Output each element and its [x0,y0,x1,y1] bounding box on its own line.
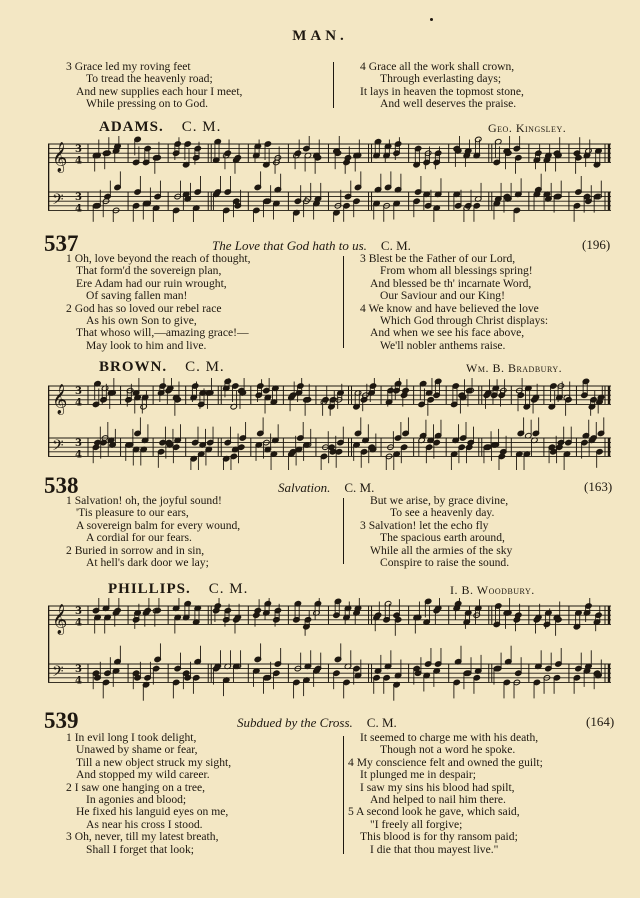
verse-line: And when we see his face above, [370,326,525,340]
verse-line: In agonies and blood; [86,793,187,807]
verse-line: 4 Grace all the work shall crown, [360,60,515,73]
verse-line: To tread the heavenly road; [86,72,213,86]
verse-line: Till a new object struck my sight, [76,755,232,769]
treble-clef-icon: 𝄞 [52,604,68,635]
treble-clef-icon: 𝄞 [52,142,68,173]
treble-clef-icon: 𝄞 [52,384,68,415]
verse-line: It plunged me in despair; [360,768,476,782]
hymn-title: Subdued by the Cross. [237,715,353,730]
verse-line: That whoso will,—amazing grace!— [76,326,249,340]
hymn-number: 537 [44,231,79,256]
verse-line: 2 Buried in sorrow and in sin, [66,543,205,557]
column-divider [343,736,344,854]
hymn-title: Salvation. [278,480,331,495]
verse-line: 3 Oh, never, till my latest breath, [66,830,219,844]
bass-clef-icon: 𝄢 [52,190,64,212]
hymn-539-right [348,731,543,856]
verse-line: The spacious earth around, [380,531,505,545]
tune-header-adams [99,118,221,136]
verse-line: 2 God has so loved our rebel race [66,301,222,315]
printer-dot [430,18,433,21]
running-head: MAN. [292,28,348,44]
hymn-number: 539 [44,708,79,733]
verse-line: Ere Adam had our ruin wrought, [76,276,227,290]
composer: I. B. Woodbury. [450,583,535,597]
verse-line: 4 My conscience felt and owned the guilt; [348,755,543,769]
hymn-number: 538 [44,473,79,498]
tune-name: ADAMS. [99,119,164,135]
verse-line: It lays in heaven the topmost stone, [360,84,524,98]
time-signature: 3 [75,192,82,204]
bass-clef-icon: 𝄢 [52,436,64,458]
bass-clef-icon: 𝄢 [52,662,64,684]
verse-line: And blessed be th' incarnate Word, [370,276,532,290]
hymn-539-left [66,732,231,856]
music-score-phillips [48,598,613,706]
verse-line: 1 Oh, love beyond the reach of thought, [66,252,251,265]
hymn-538-left [66,495,240,569]
hymn-title: The Love that God hath to us. [212,238,367,253]
tune-meter: C. M. [181,119,222,135]
time-signature: 3 [75,386,82,398]
verse-line: And well deserves the praise. [380,97,517,111]
verse-line: Which God through Christ displays: [380,314,549,328]
time-signature: 4 [75,449,82,461]
column-divider [343,256,344,348]
tune-meter: C. M. [185,359,225,375]
hymn-meter: C. M. [344,480,375,495]
composer: Wm. B. Bradbury. [466,361,563,375]
tune-meter: C. M. [208,581,249,597]
hymn-reference: (164) [586,714,615,729]
verse-line: At hell's dark door we lay; [86,556,209,570]
hymn-meter: C. M. [366,715,397,730]
verse-line: Shall I forget that look; [86,842,194,856]
tune-name: BROWN. [99,359,168,375]
time-signature: 4 [75,155,82,167]
verse-line: I saw my sins his blood had spilt, [360,780,515,794]
time-signature: 4 [75,675,82,687]
verse-line: We'll nobler anthems raise. [380,338,506,352]
verse-line: Of saving fallen man! [86,289,188,303]
verse-line: While pressing on to God. [86,97,209,111]
verse-line: And helped to nail him there. [370,793,506,807]
verse-line: 4 We know and have believed the love [360,301,539,315]
time-signature: 3 [75,606,82,618]
verse-line: Through everlasting days; [380,72,502,86]
hymn-heading [278,479,374,497]
verse-line: As near his cross I stood. [86,817,203,831]
tune-header-brown [99,358,225,376]
verse-line: A sovereign balm for every wound, [76,518,241,532]
verse-line: 1 Salvation! oh, the joyful sound! [66,494,222,507]
verse-line: That form'd the sovereign plan, [76,264,222,278]
time-signature: 3 [75,144,82,156]
verse-line: Unawed by shame or fear, [76,743,198,757]
verse-line: 1 In evil long I took delight, [66,731,197,744]
composer: Geo. Kingsley. [488,121,567,135]
verse-line: It seemed to charge me with his death, [360,731,539,744]
column-divider [333,62,334,108]
verse-line: 'Tis pleasure to our ears, [76,506,189,520]
hymn-reference: (196) [582,237,611,252]
time-signature: 4 [75,397,82,409]
verse-line: May look to him and live. [86,338,207,352]
verse-line: I die that thou mayest live." [370,842,499,856]
verse-line: As his own Son to give, [86,314,197,328]
verse-line: "I freely all forgive; [370,817,463,831]
tune-name: PHILLIPS. [108,581,191,597]
verse-line: But we arise, by grace divine, [370,494,509,507]
verse-line: Though not a word he spoke. [380,743,516,757]
hymn-heading [237,714,397,732]
time-signature: 3 [75,438,82,450]
verse-line: To see a heavenly day. [390,506,495,520]
verse-line: From whom all blessings spring! [380,264,533,278]
column-divider [343,498,344,564]
verse-line: Our Saviour and our King! [380,289,505,303]
hymn-537-left [66,253,251,352]
verse-line: And new supplies each hour I meet, [76,84,243,98]
hymn-reference: (163) [584,479,613,494]
verse-line: This blood is for thy ransom paid; [360,830,518,844]
top-verses-right [360,61,524,111]
verse-line: 3 Grace led my roving feet [66,60,191,73]
time-signature: 3 [75,664,82,676]
hymn-538-right [360,494,513,570]
verse-line: 3 Blest be the Father of our Lord, [360,252,516,265]
music-score-brown [48,378,613,470]
verse-line: Conspire to raise the sound. [380,556,510,570]
verse-line: He fixed his languid eyes on me, [76,805,229,819]
hymn-meter: C. M. [380,238,411,253]
music-score-adams [48,136,613,222]
verse-line: And stopped my wild career. [76,768,210,782]
time-signature: 4 [75,203,82,215]
hymn-537-right [360,253,548,352]
tune-header-phillips [108,580,248,598]
verse-line: 2 I saw one hanging on a tree, [66,780,206,794]
verse-line: 5 A second look he gave, which said, [348,805,520,819]
time-signature: 4 [75,617,82,629]
verse-line: 3 Salvation! let the echo fly [360,518,489,532]
verse-line: A cordial for our fears. [86,531,192,545]
top-verses-left [66,61,242,111]
verse-line: While all the armies of the sky [370,543,513,557]
